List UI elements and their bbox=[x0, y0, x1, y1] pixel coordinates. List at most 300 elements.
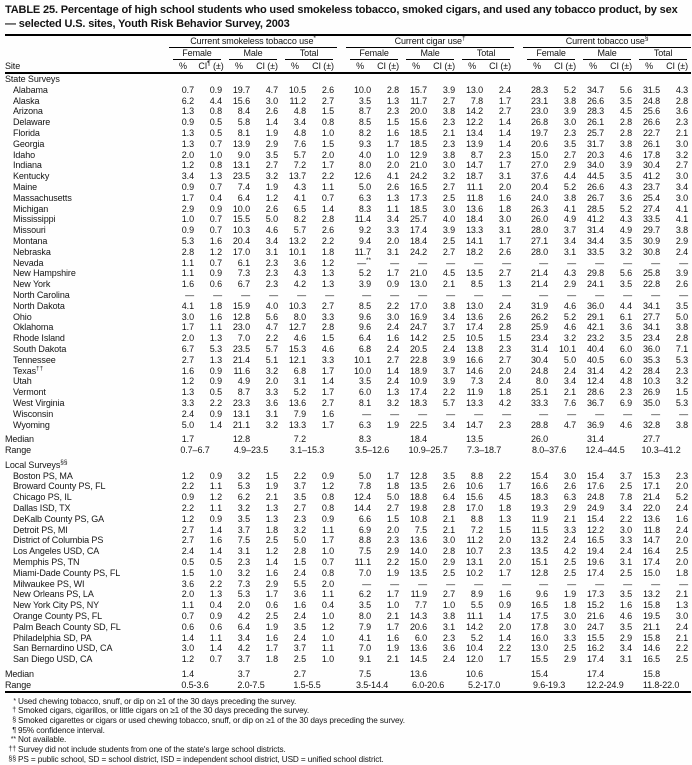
column-gap bbox=[514, 589, 523, 600]
value-cell: 1.0 bbox=[209, 567, 222, 578]
column-gap bbox=[514, 622, 523, 633]
range-cell: 8.0–37.6 bbox=[531, 445, 567, 456]
value-cell: 4.1 bbox=[293, 192, 306, 203]
site-cell: San Diego USD, CA bbox=[13, 654, 93, 665]
value-cell: — bbox=[679, 257, 689, 268]
value-cell: 9.4 bbox=[358, 235, 372, 246]
value-cell: 5.2 bbox=[675, 492, 689, 503]
value-cell: 2.0 bbox=[498, 557, 512, 568]
value-cell: 1.1 bbox=[321, 181, 335, 192]
value-cell: 4.3 bbox=[293, 181, 306, 192]
value-cell: 11.1 bbox=[466, 611, 484, 622]
value-cell: 17.5 bbox=[530, 611, 549, 622]
value-cell: 3.5 bbox=[619, 333, 633, 344]
value-cell: 28.4 bbox=[642, 365, 661, 376]
table-row bbox=[5, 492, 691, 503]
pct-header: % bbox=[169, 60, 197, 73]
value-cell: 10.4 bbox=[465, 643, 484, 654]
footnote-symbol: ¶ bbox=[12, 726, 16, 734]
value-cell: 14.6 bbox=[465, 365, 484, 376]
value-cell: 2.0 bbox=[498, 365, 512, 376]
value-cell: 3.7 bbox=[442, 365, 456, 376]
value-cell: 19.8 bbox=[409, 503, 428, 514]
value-cell: 3.9 bbox=[675, 268, 689, 279]
value-cell: 12.9 bbox=[409, 149, 428, 160]
column-gap bbox=[337, 35, 346, 73]
value-cell: 12.4 bbox=[586, 376, 605, 387]
value-cell: 3.8 bbox=[619, 138, 633, 149]
value-cell: 25.4 bbox=[642, 192, 661, 203]
value-cell: 3.6 bbox=[293, 257, 306, 268]
value-cell: 16.5 bbox=[530, 600, 549, 611]
value-cell: 8.1 bbox=[237, 127, 250, 138]
value-cell: 18.5 bbox=[409, 127, 428, 138]
value-cell: 10.3 bbox=[232, 225, 250, 236]
value-cell: 24.1 bbox=[586, 279, 605, 290]
range-cell: 0.7–6.7 bbox=[180, 445, 210, 456]
column-gap bbox=[337, 535, 346, 546]
value-cell: 0.7 bbox=[209, 257, 222, 268]
value-cell: 2.9 bbox=[563, 654, 577, 665]
value-cell: 12.8 bbox=[409, 470, 428, 481]
site-cell: Alaska bbox=[13, 95, 40, 106]
value-cell: 5.2 bbox=[619, 203, 633, 214]
value-cell: 40.5 bbox=[586, 354, 605, 365]
ci-header: CI (±) bbox=[551, 60, 579, 73]
value-cell: 7.3 bbox=[237, 578, 250, 589]
value-cell: 10.0 bbox=[232, 203, 250, 214]
value-cell: 2.9 bbox=[563, 279, 577, 290]
value-cell: 15.0 bbox=[409, 557, 428, 568]
value-cell: 2.8 bbox=[619, 127, 633, 138]
value-cell: 6.2 bbox=[358, 589, 372, 600]
column-gap bbox=[514, 35, 523, 73]
pct-header: % bbox=[281, 60, 309, 73]
site-cell: Wisconsin bbox=[13, 408, 54, 419]
site-cell: Orange County PS, FL bbox=[13, 611, 103, 622]
value-cell: 3.9 bbox=[442, 354, 456, 365]
value-cell: — bbox=[418, 257, 428, 268]
value-cell: 5.0 bbox=[293, 535, 306, 546]
value-cell: 3.2 bbox=[237, 567, 250, 578]
column-gap bbox=[337, 525, 346, 536]
value-cell: 3.6 bbox=[181, 578, 194, 589]
group-header: Current tobacco use§ bbox=[523, 35, 691, 48]
value-cell: 15.4 bbox=[586, 513, 605, 524]
column-gap bbox=[514, 366, 523, 377]
value-cell: 1.3 bbox=[181, 127, 194, 138]
value-cell: 2.8 bbox=[675, 95, 689, 106]
value-cell: 26.1 bbox=[586, 117, 605, 128]
value-cell: 3.5 bbox=[619, 589, 633, 600]
sub-header: Total bbox=[458, 48, 514, 61]
value-cell: 3.2 bbox=[293, 524, 306, 535]
value-cell: 25.1 bbox=[530, 387, 549, 398]
value-cell: 1.0 bbox=[209, 149, 222, 160]
value-cell: 23.1 bbox=[530, 95, 549, 106]
column-gap bbox=[514, 85, 523, 96]
site-cell: Utah bbox=[13, 376, 32, 387]
value-cell: 17.0 bbox=[409, 300, 428, 311]
ci-header: CI (±) bbox=[430, 60, 458, 73]
value-cell: 4.2 bbox=[237, 643, 250, 654]
value-cell: 2.4 bbox=[675, 524, 689, 535]
value-cell: 2.2 bbox=[498, 470, 512, 481]
column-gap bbox=[337, 258, 346, 269]
value-cell: 2.0 bbox=[237, 600, 250, 611]
value-cell: 3.3 bbox=[563, 632, 577, 643]
value-cell: 2.4 bbox=[293, 632, 306, 643]
value-cell: 5.0 bbox=[358, 470, 372, 481]
value-cell: 1.4 bbox=[498, 611, 512, 622]
value-cell: 2.7 bbox=[442, 246, 456, 257]
value-cell: 1.2 bbox=[321, 481, 335, 492]
value-cell: 13.1 bbox=[232, 408, 250, 419]
column-gap bbox=[514, 171, 523, 182]
value-cell: 1.5 bbox=[675, 387, 689, 398]
value-cell: 1.8 bbox=[498, 503, 512, 514]
value-cell: 23.5 bbox=[232, 343, 250, 354]
value-cell: 2.4 bbox=[293, 611, 306, 622]
value-cell: 2.5 bbox=[442, 567, 456, 578]
value-cell: 0.6 bbox=[181, 621, 194, 632]
value-cell: 1.4 bbox=[321, 203, 335, 214]
value-cell: 4.8 bbox=[619, 376, 633, 387]
value-cell: 1.3 bbox=[209, 333, 222, 344]
column-gap bbox=[514, 492, 523, 503]
value-cell: — bbox=[651, 289, 661, 300]
value-cell: 4.1 bbox=[563, 203, 577, 214]
value-cell: 3.3 bbox=[321, 311, 335, 322]
value-cell: 1.2 bbox=[321, 257, 335, 268]
value-cell: 31.4 bbox=[530, 343, 549, 354]
site-cell: Delaware bbox=[13, 117, 51, 128]
value-cell: 2.9 bbox=[442, 557, 456, 568]
table-row bbox=[5, 420, 691, 431]
value-cell: 2.0 bbox=[675, 481, 689, 492]
column-gap bbox=[337, 557, 346, 568]
group-header: Current smokeless tobacco use* bbox=[169, 35, 337, 48]
range-cell: 3.5–12.6 bbox=[354, 445, 390, 456]
value-cell: 1.0 bbox=[386, 149, 400, 160]
value-cell: 5.3 bbox=[237, 481, 250, 492]
footnote-symbol: †† bbox=[8, 746, 16, 754]
value-cell: 3.7 bbox=[237, 524, 250, 535]
value-cell: 2.1 bbox=[563, 387, 577, 398]
value-cell: 2.1 bbox=[442, 513, 456, 524]
site-cell: Ohio bbox=[13, 311, 32, 322]
range-cell: 4.9–23.5 bbox=[233, 445, 269, 456]
value-cell: 1.2 bbox=[181, 376, 194, 387]
value-cell: 1.2 bbox=[265, 192, 278, 203]
value-cell: 3.5 bbox=[619, 279, 633, 290]
column-gap bbox=[514, 355, 523, 366]
value-cell: 17.1 bbox=[642, 481, 661, 492]
value-cell: 4.7 bbox=[265, 322, 278, 333]
value-cell: 17.0 bbox=[232, 246, 250, 257]
value-cell: 1.8 bbox=[498, 203, 512, 214]
footnote-text: PS = public school, SD = school district, ISD = independent school district, USD = unified school district. bbox=[18, 754, 384, 764]
value-cell: 1.3 bbox=[321, 268, 335, 279]
value-cell: 1.1 bbox=[209, 322, 222, 333]
column-gap bbox=[514, 204, 523, 215]
value-cell: 1.2 bbox=[181, 513, 194, 524]
table-row bbox=[5, 182, 691, 193]
value-cell: — bbox=[502, 289, 512, 300]
table-row bbox=[5, 579, 691, 590]
value-cell: 2.0 bbox=[675, 535, 689, 546]
value-cell: 6.3 bbox=[358, 419, 372, 430]
value-cell: 1.1 bbox=[209, 632, 222, 643]
table-row bbox=[5, 247, 691, 258]
value-cell: 3.2 bbox=[563, 333, 577, 344]
median-cell: 13.6 bbox=[409, 669, 428, 680]
value-cell: 1.4 bbox=[265, 557, 278, 568]
value-cell: 14.2 bbox=[465, 621, 484, 632]
value-cell: 3.2 bbox=[265, 365, 278, 376]
value-cell: 3.1 bbox=[237, 546, 250, 557]
value-cell: 7.8 bbox=[619, 492, 633, 503]
value-cell: 2.8 bbox=[321, 322, 335, 333]
value-cell: 3.1 bbox=[265, 408, 278, 419]
range-cell: 11.8-22.0 bbox=[642, 679, 680, 690]
site-cell: Boston PS, MA bbox=[13, 470, 73, 481]
value-cell: 2.4 bbox=[563, 365, 577, 376]
column-gap bbox=[337, 680, 346, 692]
value-cell: 5.2 bbox=[470, 632, 484, 643]
value-cell: 41.2 bbox=[586, 214, 605, 225]
site-cell: Wyoming bbox=[13, 419, 50, 430]
value-cell: 14.0 bbox=[409, 546, 428, 557]
value-cell: 1.9 bbox=[563, 589, 577, 600]
value-cell: 8.5 bbox=[358, 117, 372, 128]
value-cell: 2.6 bbox=[386, 181, 400, 192]
value-cell: 2.7 bbox=[498, 106, 512, 117]
table-row bbox=[5, 503, 691, 514]
value-cell: 3.0 bbox=[563, 470, 577, 481]
value-cell: 2.5 bbox=[442, 333, 456, 344]
value-cell: 6.6 bbox=[358, 513, 372, 524]
value-cell: 15.2 bbox=[586, 600, 605, 611]
value-cell: 1.2 bbox=[209, 246, 222, 257]
value-cell: 1.5 bbox=[321, 106, 335, 117]
value-cell: 5.6 bbox=[619, 84, 633, 95]
column-gap bbox=[337, 514, 346, 525]
value-cell: 25.7 bbox=[409, 214, 428, 225]
value-cell: 3.1 bbox=[619, 557, 633, 568]
median-cell: 15.4 bbox=[530, 669, 549, 680]
value-cell: 2.7 bbox=[321, 397, 335, 408]
footnote-text: Survey did not include students from one of the state's large school districts. bbox=[18, 745, 286, 755]
value-cell: 11.6 bbox=[233, 365, 250, 376]
value-cell: 1.0 bbox=[321, 611, 335, 622]
table-row bbox=[5, 654, 691, 665]
value-cell: 15.7 bbox=[409, 84, 428, 95]
value-cell: 12.2 bbox=[465, 117, 484, 128]
value-cell: 0.7 bbox=[321, 557, 335, 568]
table-row bbox=[5, 622, 691, 633]
value-cell: 3.5 bbox=[293, 621, 306, 632]
value-cell: 2.7 bbox=[442, 95, 456, 106]
value-cell: 15.9 bbox=[232, 300, 250, 311]
value-cell: 3.0 bbox=[675, 611, 689, 622]
value-cell: 8.1 bbox=[358, 397, 372, 408]
value-cell: 8.7 bbox=[470, 149, 484, 160]
value-cell: 8.2 bbox=[358, 127, 372, 138]
site-cell: Tennessee bbox=[13, 354, 56, 365]
value-cell: 3.4 bbox=[619, 503, 633, 514]
value-cell: 2.4 bbox=[442, 343, 456, 354]
value-cell: 3.8 bbox=[442, 106, 456, 117]
value-cell: 2.3 bbox=[442, 138, 456, 149]
value-cell: — bbox=[390, 257, 400, 268]
column-gap bbox=[514, 322, 523, 333]
value-cell: 1.5 bbox=[181, 567, 194, 578]
value-cell: 26.6 bbox=[586, 181, 605, 192]
range-cell: 3.1–15.3 bbox=[289, 445, 325, 456]
value-cell: 2.8 bbox=[386, 84, 400, 95]
value-cell: 14.7 bbox=[465, 160, 484, 171]
value-cell: 24.8 bbox=[530, 365, 549, 376]
value-cell: 3.8 bbox=[442, 300, 456, 311]
value-cell: 1.7 bbox=[181, 322, 194, 333]
table-row bbox=[5, 225, 691, 236]
column-gap bbox=[514, 445, 523, 456]
site-cell: Missouri bbox=[13, 225, 46, 236]
site-cell: Indiana bbox=[13, 160, 42, 171]
table-row bbox=[5, 290, 691, 301]
column-gap bbox=[514, 225, 523, 236]
value-cell: 15.4 bbox=[530, 470, 549, 481]
column-gap bbox=[514, 600, 523, 611]
column-gap bbox=[514, 654, 523, 665]
value-cell: 18.9 bbox=[409, 365, 428, 376]
value-cell: 4.5 bbox=[442, 268, 456, 279]
value-cell: 8.8 bbox=[470, 513, 484, 524]
column-gap bbox=[337, 546, 346, 557]
value-cell: 11.2 bbox=[466, 535, 484, 546]
value-cell: 6.1 bbox=[619, 311, 633, 322]
value-cell: 1.6 bbox=[386, 333, 400, 344]
site-cell: Kentucky bbox=[13, 171, 50, 182]
value-cell: 2.5 bbox=[563, 557, 577, 568]
value-cell: 0.9 bbox=[209, 470, 222, 481]
value-cell: 5.0 bbox=[386, 492, 400, 503]
value-cell: 4.2 bbox=[563, 546, 577, 557]
value-cell: 3.1 bbox=[563, 246, 577, 257]
value-cell: 17.4 bbox=[586, 654, 605, 665]
value-cell: 1.1 bbox=[181, 268, 194, 279]
pct-header: % bbox=[579, 60, 607, 73]
value-cell: 3.2 bbox=[386, 397, 400, 408]
value-cell: 13.0 bbox=[465, 84, 484, 95]
value-cell: 7.5 bbox=[414, 524, 428, 535]
value-cell: 1.1 bbox=[321, 643, 335, 654]
value-cell: 1.6 bbox=[209, 535, 222, 546]
value-cell: — bbox=[502, 578, 512, 589]
value-cell: 15.6 bbox=[409, 117, 428, 128]
value-cell: — bbox=[539, 578, 549, 589]
value-cell: 6.7 bbox=[181, 343, 194, 354]
value-cell: 3.0 bbox=[181, 311, 194, 322]
value-cell: 6.5 bbox=[293, 203, 306, 214]
value-cell: 1.2 bbox=[181, 470, 194, 481]
column-gap bbox=[337, 214, 346, 225]
value-cell: 1.6 bbox=[386, 127, 400, 138]
value-cell: 15.0 bbox=[642, 567, 661, 578]
column-gap bbox=[514, 117, 523, 128]
range-cell: 1.5-5.5 bbox=[293, 679, 321, 690]
column-gap bbox=[337, 171, 346, 182]
value-cell: 1.5 bbox=[293, 557, 306, 568]
footnote-text: Smoked cigarettes or cigars or used chewing tobacco, snuff, or dip on ≥1 of the 30 days preceding the survey. bbox=[18, 716, 405, 726]
value-cell: 0.4 bbox=[209, 600, 222, 611]
value-cell: 2.7 bbox=[442, 589, 456, 600]
value-cell: 14.2 bbox=[409, 333, 428, 344]
value-cell: 3.5 bbox=[619, 95, 633, 106]
column-gap bbox=[337, 85, 346, 96]
value-cell: 6.8 bbox=[358, 343, 372, 354]
column-gap bbox=[514, 214, 523, 225]
value-cell: 31.4 bbox=[586, 365, 605, 376]
value-cell: 1.5 bbox=[265, 470, 278, 481]
value-cell: 14.1 bbox=[465, 235, 484, 246]
value-cell: 26.6 bbox=[642, 117, 661, 128]
value-cell: 1.0 bbox=[321, 127, 335, 138]
value-cell: 4.1 bbox=[386, 171, 400, 182]
value-cell: 3.0 bbox=[619, 524, 633, 535]
median-row bbox=[5, 669, 691, 680]
value-cell: 1.3 bbox=[181, 387, 194, 398]
value-cell: 2.3 bbox=[265, 257, 278, 268]
value-cell: 26.9 bbox=[642, 387, 661, 398]
value-cell: 32.8 bbox=[642, 419, 661, 430]
value-cell: 22.8 bbox=[642, 279, 661, 290]
value-cell: 3.8 bbox=[675, 225, 689, 236]
value-cell: 8.0 bbox=[293, 311, 306, 322]
value-cell: — bbox=[651, 578, 661, 589]
table-row bbox=[5, 398, 691, 409]
value-cell: 0.8 bbox=[321, 567, 335, 578]
median-label: Median bbox=[5, 669, 34, 680]
sub-header: Male bbox=[579, 48, 635, 61]
value-cell: 5.0 bbox=[563, 354, 577, 365]
table-row bbox=[5, 160, 691, 171]
range-cell: 9.6-19.3 bbox=[532, 679, 566, 690]
value-cell: 0.8 bbox=[321, 492, 335, 503]
value-cell: 3.3 bbox=[563, 524, 577, 535]
value-cell: 2.9 bbox=[265, 138, 278, 149]
value-cell: 1.3 bbox=[386, 95, 400, 106]
value-cell: 2.3 bbox=[442, 117, 456, 128]
value-cell: 31.5 bbox=[642, 84, 661, 95]
value-cell: 35.0 bbox=[642, 397, 661, 408]
column-gap bbox=[514, 279, 523, 290]
value-cell: 2.4 bbox=[563, 535, 577, 546]
value-cell: 3.5 bbox=[619, 235, 633, 246]
value-cell: 1.0 bbox=[321, 632, 335, 643]
value-cell: 3.5 bbox=[619, 171, 633, 182]
value-cell: 0.5 bbox=[181, 557, 194, 568]
value-cell: 21.1 bbox=[642, 621, 661, 632]
value-cell: 13.2 bbox=[288, 235, 306, 246]
value-cell: 1.4 bbox=[209, 546, 222, 557]
value-cell: 0.6 bbox=[209, 279, 222, 290]
value-cell: 1.5 bbox=[498, 524, 512, 535]
value-cell: 7.1 bbox=[675, 343, 689, 354]
column-gap bbox=[337, 247, 346, 258]
value-cell: 2.2 bbox=[386, 557, 400, 568]
